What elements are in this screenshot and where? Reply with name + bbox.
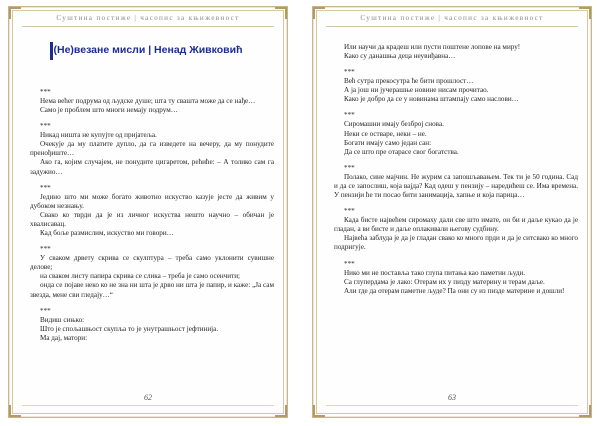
- paragraph: Ма дај, матори:: [40, 333, 88, 342]
- paragraph: Нема већег подрума од људске душе; шта ту свашта може да се нађе…: [40, 97, 256, 105]
- left-page-text: [30, 81, 274, 343]
- paragraph: Свако ко тврди да је из личног искуства нешто научно – обичан је хвалисавац.: [30, 210, 274, 228]
- paragraph: Са глупердама је лако: Отерам их у пизду материну и терам даље.: [344, 277, 545, 286]
- section-separator: ***: [344, 68, 355, 77]
- paragraph: Очекује да му платите дупло, да га изведете на вечеру, да му понудите пренођиште…: [30, 140, 274, 158]
- page-number: 63: [448, 393, 456, 402]
- paragraph: Неки се остваре, неки – не.: [344, 129, 427, 138]
- page-number: 62: [144, 393, 152, 402]
- right-page: [312, 6, 592, 418]
- paragraph: Полако, сине мајчин. Не журим са запошљавањем. Тек ти је 50 година. Сад и да се запослиш, која вајда? Кад одеш у пензију – наредићеш се. Има времена. У пензији ће ти посао бити занимација, хапње и која парица…: [334, 172, 578, 200]
- section-separator: ***: [40, 183, 51, 192]
- right-page-text: [334, 43, 578, 296]
- paragraph: Што је спољашњост скупља то је унутрашњост јефтинија.: [40, 324, 219, 333]
- corner-ornament: [579, 405, 591, 417]
- paragraph: Никад ништа не купујте од пријатеља.: [40, 131, 157, 140]
- paragraph: онда се појаве неко ко не зна ни шта је дрво ни шта је папир, и каже: „Ја сам звезда, мене сви гледају…“: [30, 281, 274, 299]
- corner-ornament: [313, 405, 325, 417]
- section-separator: ***: [344, 207, 355, 216]
- paragraph: Ако га, којим случајем, не понудите цигаретом, рећиће: – А толико сам га задужио…: [30, 158, 274, 176]
- section-separator: ***: [344, 111, 355, 120]
- paragraph: Једино што ми може богато животно искуство казује јесте да живим у дубоком незнању.: [30, 192, 274, 210]
- section-separator: ***: [344, 259, 355, 268]
- section-separator: ***: [40, 245, 51, 254]
- paragraph: Како је добро да се у новинама штампају само наслови…: [344, 95, 519, 104]
- section-separator: ***: [40, 122, 51, 131]
- paragraph: на сваком листу папира скрива се слика – треба је само осенчити;: [40, 272, 241, 281]
- header-rule: [326, 26, 578, 27]
- header-rule: [22, 26, 274, 27]
- section-separator: ***: [40, 306, 51, 315]
- paragraph: Већ сутра прекосутра ће бити прошлост…: [344, 77, 474, 86]
- paragraph: Али где да отерам паметне људе? Па они су из пизде материне и дошли!: [344, 286, 565, 295]
- corner-ornament: [275, 405, 287, 417]
- paragraph: Да се што пре отарасе свог богатства.: [344, 147, 459, 156]
- footer-rule: [22, 405, 274, 406]
- paragraph: Видиш сињко:: [40, 315, 85, 324]
- paragraph: У сваком дрвету скрива се скулптура – треба само уклонити сувишне делове;: [30, 254, 274, 272]
- paragraph: Када бисте највећем сиромаху дали све што имате, он би и даље кукао да је гладан, а ви бисте и даље оплакивали његову судбину.: [334, 216, 578, 234]
- footer-rule: [326, 405, 578, 406]
- paragraph: А ја још ни јучерашње новине нисам прочитао.: [344, 86, 489, 95]
- paragraph: Или научи да крадеш или пусти поштене лопове на миру!: [344, 43, 521, 51]
- corner-ornament: [9, 405, 21, 417]
- running-header: Суштина постиже | часопис за књижевност: [56, 14, 240, 22]
- paragraph: Богати имају само један сан:: [344, 138, 432, 147]
- article-title: (Не)везане мисли | Ненад Живковић: [53, 44, 243, 56]
- section-separator: ***: [344, 163, 355, 172]
- paragraph: Нико ми не поставља тако глупа питања као паметни људи.: [344, 268, 526, 277]
- paragraph: Како су данашња деца неувиђавна…: [344, 52, 456, 61]
- paragraph: Највећа заблуда је да је гладан свако ко много прди и да је ситсвако ко много подригује.: [334, 234, 578, 252]
- paragraph: Само је проблем што многи немају подрум…: [40, 106, 178, 115]
- running-header: Суштина постиже | часопис за књижевност: [360, 14, 544, 22]
- paragraph: Кад боље размислим, искуство ми говори…: [40, 229, 174, 238]
- paragraph: Сиромашни имају безброј снова.: [344, 120, 444, 129]
- left-page: [8, 6, 288, 418]
- section-separator: ***: [40, 88, 51, 96]
